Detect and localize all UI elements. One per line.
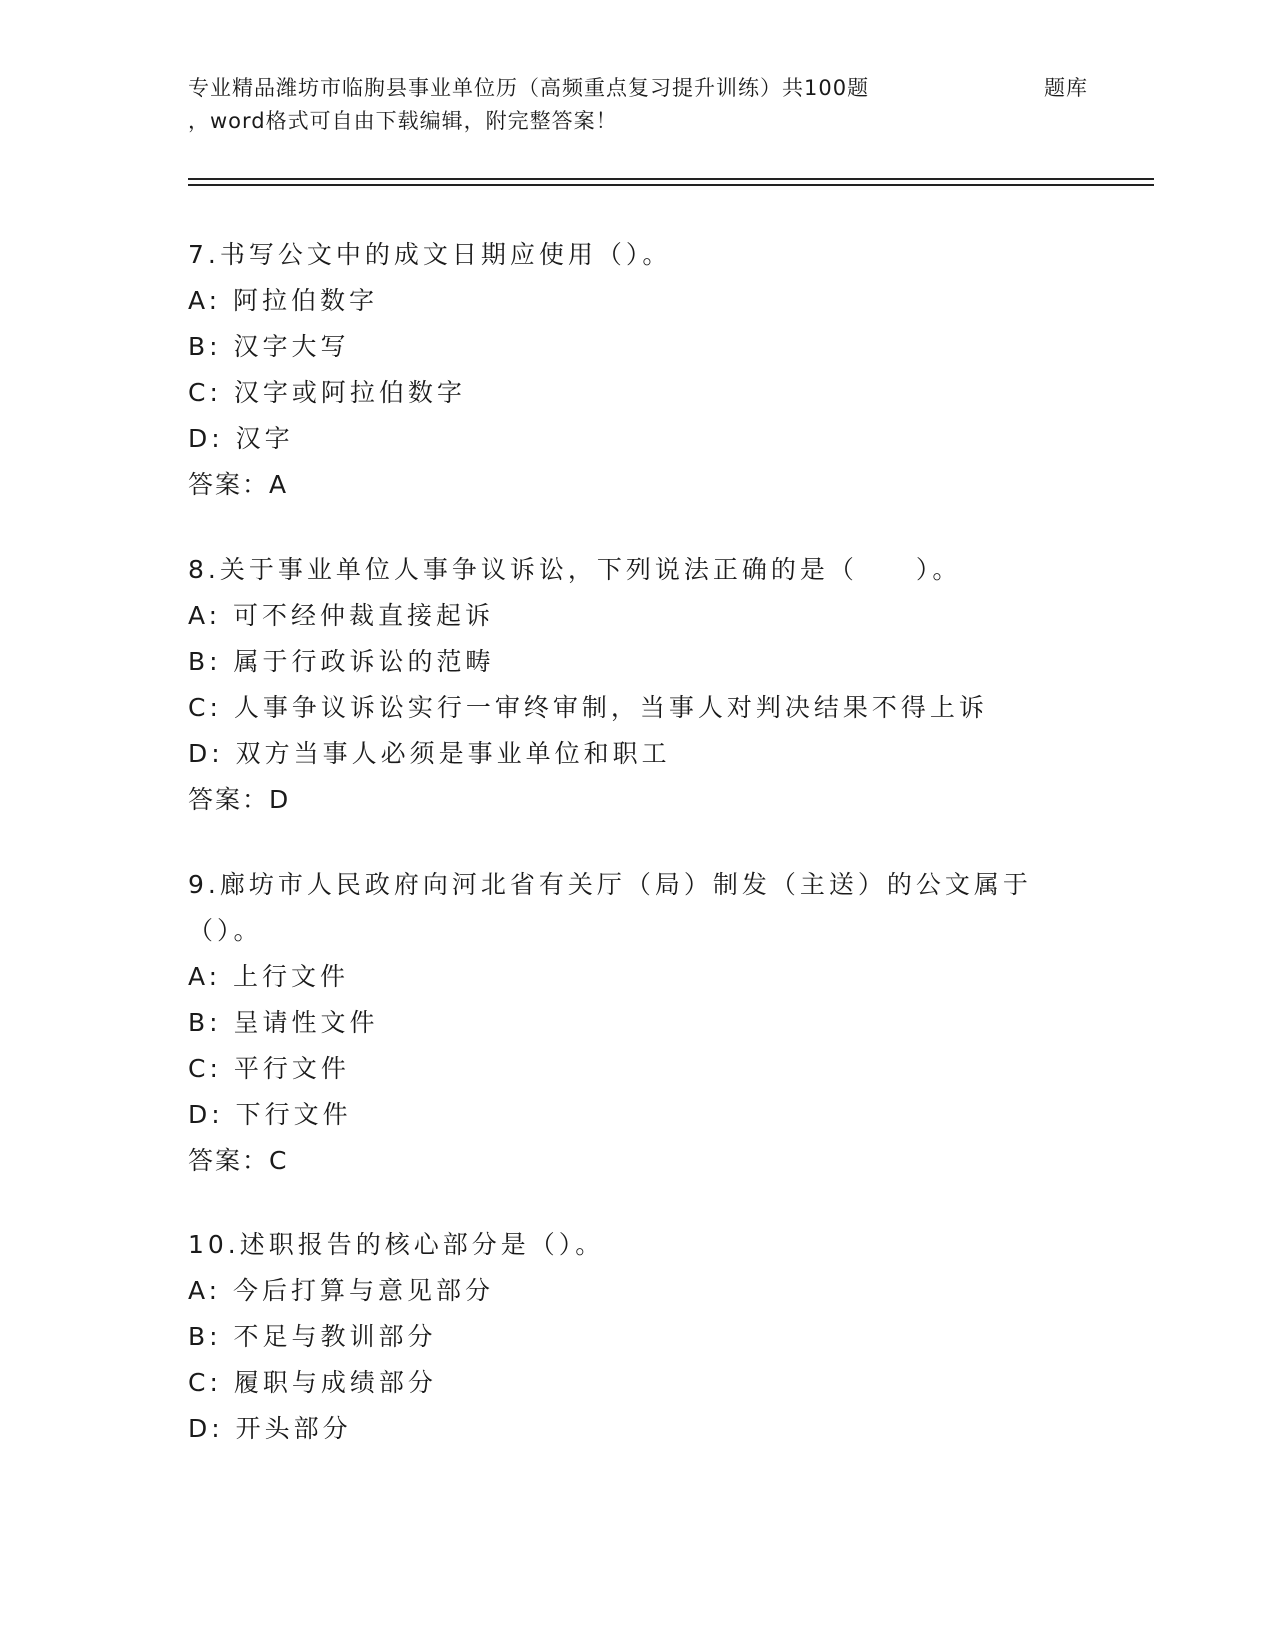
question-stem: 7.书写公文中的成文日期应使用（）。 [188,240,672,269]
option-b: B: 汉字大写 [188,332,350,361]
question-8 [188,547,1088,823]
option-d: D: 下行文件 [188,1100,352,1129]
header-divider-bottom [188,184,1154,186]
option-d: D: 汉字 [188,424,294,453]
answer-line [188,462,1088,508]
question-9 [188,862,1088,1184]
option-c: C: 汉字或阿拉伯数字 [188,378,466,407]
answer-value: C [269,1146,287,1175]
option-d: D: 双方当事人必须是事业单位和职工 [188,739,671,768]
question-10 [188,1222,1088,1452]
question-7 [188,232,1088,508]
option-a: A: 上行文件 [188,962,350,991]
option-a: A: 可不经仲裁直接起诉 [188,601,495,630]
header-subtitle: ，word格式可自由下载编辑，附完整答案！ [188,109,618,133]
header-title-line [188,72,1088,105]
option-b: B: 呈请性文件 [188,1008,379,1037]
question-stem: 10.述职报告的核心部分是（）。 [188,1230,605,1259]
option-c: C: 平行文件 [188,1054,350,1083]
header-tag: 题库 [1044,76,1088,100]
option-c: C: 人事争议诉讼实行一审终审制，当事人对判决结果不得上诉 [188,693,988,722]
answer-label: 答案： [188,470,270,499]
header-title: 专业精品潍坊市临朐县事业单位历（高频重点复习提升训练）共100题 [188,76,870,100]
option-b: B: 属于行政诉讼的范畴 [188,647,495,676]
answer-value: D [269,785,289,814]
answer-label: 答案： [188,785,270,814]
answer-label: 答案： [188,1146,270,1175]
question-stem: 8.关于事业单位人事争议诉讼，下列说法正确的是（ ）。 [188,555,962,584]
header-divider-top [188,178,1154,180]
question-stem: 9.廊坊市人民政府向河北省有关厅（局）制发（主送）的公文属于（）。 [188,870,1032,945]
answer-line [188,1138,1088,1184]
answer-line [188,777,1088,823]
document-header [188,72,1088,138]
option-c: C: 履职与成绩部分 [188,1368,437,1397]
option-d: D: 开头部分 [188,1414,352,1443]
answer-value: A [269,470,287,499]
option-b: B: 不足与教训部分 [188,1322,437,1351]
option-a: A: 今后打算与意见部分 [188,1276,495,1305]
option-a: A: 阿拉伯数字 [188,286,379,315]
